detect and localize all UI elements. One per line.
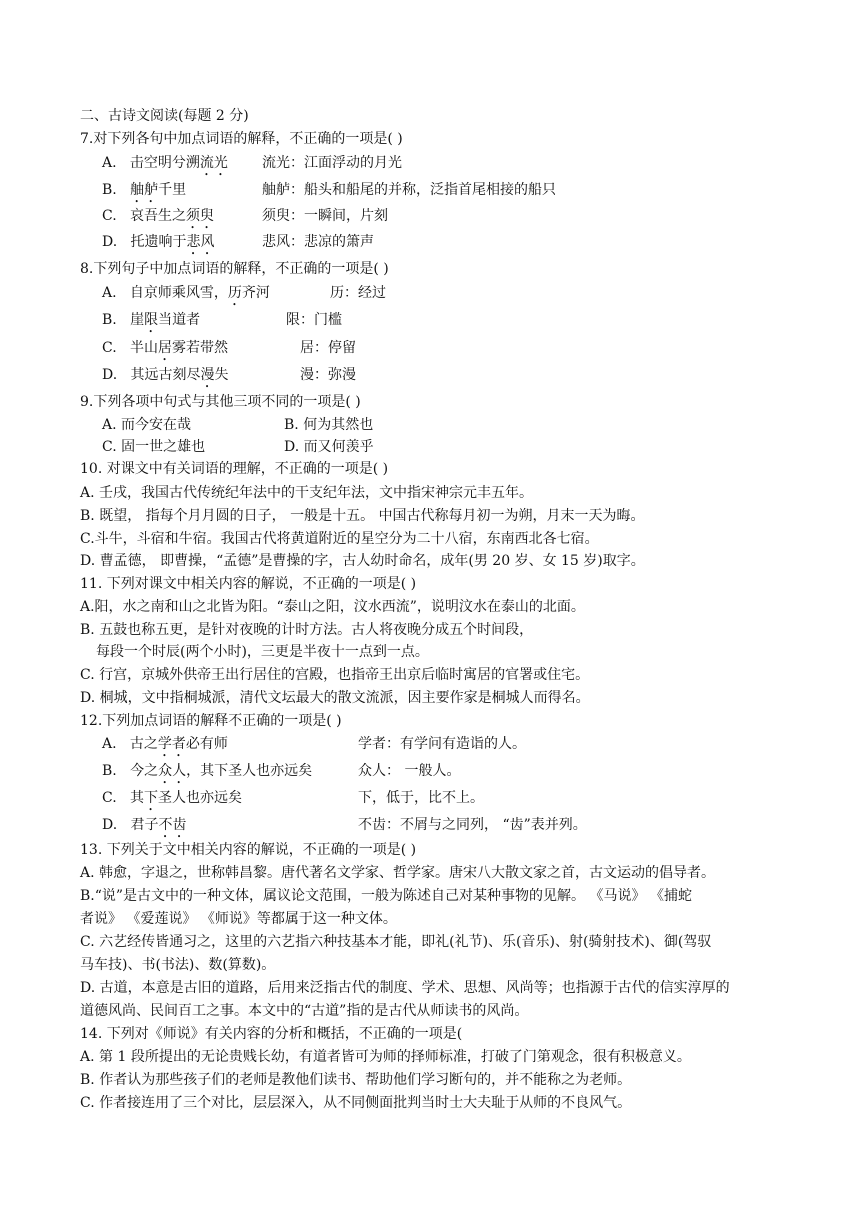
dotted-word: 众人	[158, 763, 187, 779]
q7-stem: 7.对下列各句中加点词语的解释，不正确的一项是( )	[80, 131, 403, 147]
q14-option-a: A. 第 1 段所提出的无论贵贱长幼，有道者皆可为师的择师标准，打破了门第观念，很有积极意义。	[80, 1049, 691, 1065]
dotted-word: 下	[144, 790, 159, 806]
q13-option-d-line2: 道德风尚、民间百工之事。本文中的“古道”指的是古代从师读书的风尚。	[80, 1003, 529, 1019]
option-label: B.	[102, 763, 117, 779]
option-text-post: 千里	[158, 182, 187, 198]
q14-option-c: C. 作者接连用了三个对比，层层深入，从不同侧面批判当时士大夫耻于从师的不良风气。	[80, 1095, 632, 1111]
option-label: A.	[102, 285, 117, 301]
q7-gloss-b: 舳舻：船头和船尾的并称，泛指首尾相接的船只	[262, 182, 556, 198]
q11-option-c: C. 行宫，京城外供帝王出行居住的宫殿，也指帝王出京后临时寓居的官署或住宅。	[80, 667, 590, 683]
q11-stem: 11. 下列对课文中相关内容的解说，不正确的一项是( )	[80, 576, 417, 592]
option-text-pre: 其	[130, 790, 145, 806]
q12-option-d	[102, 815, 187, 841]
q7-option-c	[102, 206, 214, 232]
q13-stem: 13. 下列关于文中相关内容的解说，不正确的一项是( )	[80, 842, 417, 858]
dotted-word: 不齿	[158, 817, 187, 833]
option-text-post: 雾若带然	[172, 340, 229, 356]
option-text-post: 齐河	[241, 285, 270, 301]
q12-option-a	[102, 734, 228, 760]
option-label: B.	[102, 312, 117, 328]
option-text-pre: 崖	[130, 312, 145, 328]
q9-option-a: A. 而今安在哉	[102, 417, 192, 433]
q7-option-b	[102, 180, 186, 206]
option-text-pre: 君子	[130, 817, 159, 833]
q14-stem: 14. 下列对《师说》有关内容的分析和概括，不正确的一项是(	[80, 1026, 463, 1042]
q11-option-a: A.阳，水之南和山之北皆为阳。“泰山之阳，汶水西流”，说明汶水在泰山的北面。	[80, 599, 585, 615]
option-text-pre: 击空明兮溯	[129, 155, 200, 171]
q10-option-b: B. 既望， 指每个月月圆的日子， 一般是十五。 中国古代称每月初一为朔，月末一天为晦。	[80, 508, 645, 524]
option-text-post: ，其下圣人也亦远矣	[186, 763, 313, 779]
q10-option-c: C.斗牛，斗宿和牛宿。我国古代将黄道附近的星空分为二十八宿，东南西北各七宿。	[80, 531, 599, 547]
dotted-word: 须臾	[186, 208, 215, 224]
q7-option-d	[102, 232, 215, 258]
q13-option-a: A. 韩愈，字退之，世称韩昌黎。唐代著名文学家、哲学家。唐宋八大散文家之首，古文运动的倡导者。	[80, 865, 716, 881]
q8-stem: 8.下列句子中加点词语的解释，不正确的一项是( )	[80, 261, 389, 277]
option-text-pre: 古之	[129, 736, 158, 752]
q8-gloss-b: 限：门槛	[286, 312, 342, 328]
q8-option-c	[102, 338, 228, 364]
q9-stem: 9.下列各项中句式与其他三项不同的一项是( )	[80, 394, 361, 410]
dotted-word: 悲风	[186, 234, 215, 250]
q7-option-a	[102, 153, 228, 179]
q12-gloss-c: 下，低于，比不上。	[358, 790, 484, 806]
q12-option-c	[102, 788, 242, 814]
option-label: C.	[102, 340, 117, 356]
option-text-post: 失	[214, 367, 229, 383]
q13-option-b-line1: B.“说”是古文中的一种文体，属议论文范围，一般为陈述自己对某种事物的见解。 《马说》 《捕蛇	[80, 888, 692, 904]
q9-option-b: B. 何为其然也	[284, 417, 374, 433]
q13-option-d-line1: D. 古道，本意是古旧的道路，后用来泛指古代的制度、学术、思想、风尚等；也指源于古代的信实淳厚的	[80, 980, 730, 996]
dotted-word: 流光	[199, 155, 228, 171]
dotted-word: 舳舻	[130, 182, 159, 198]
q10-stem: 10. 对课文中有关词语的理解，不正确的一项是( )	[80, 461, 389, 477]
q12-gloss-b: 众人： 一般人。	[358, 763, 461, 779]
q7-gloss-a: 流光：江面浮动的月光	[262, 155, 402, 171]
q8-gloss-d: 漫：弥漫	[300, 367, 356, 383]
q8-option-b	[102, 310, 200, 336]
dotted-word: 历	[227, 285, 242, 301]
option-text-pre: 半山	[130, 340, 159, 356]
option-text-pre: 其远古刻尽	[130, 367, 201, 383]
q10-option-a: A. 壬戌，我国古代传统纪年法中的干支纪年法，文中指宋神宗元丰五年。	[80, 485, 534, 501]
option-text-post: 当道者	[158, 312, 201, 328]
option-text-pre: 今之	[130, 763, 159, 779]
section-title: 二、古诗文阅读(每题 2 分)	[80, 108, 249, 124]
option-text-post: 圣人也亦远矣	[158, 790, 243, 806]
q13-option-b-line2: 者说》 《爱莲说》 《师说》等都属于这一种文体。	[80, 911, 397, 927]
q8-option-a	[102, 283, 270, 309]
q7-gloss-c: 须臾：一瞬间，片刻	[262, 208, 388, 224]
q11-option-b-line2: 每段一个时辰(两个小时)，三更是半夜十一点到一点。	[96, 644, 429, 660]
q12-gloss-a: 学者：有学问有造诣的人。	[358, 736, 526, 752]
q8-gloss-c: 居：停留	[300, 340, 356, 356]
q11-option-b-line1: B. 五鼓也称五更，是针对夜晚的计时方法。古人将夜晚分成五个时间段，	[80, 622, 534, 638]
q9-option-c: C. 固一世之雄也	[102, 439, 206, 455]
q13-option-c-line1: C. 六艺经传皆通习之，这里的六艺指六种技基本才能，即礼(礼节)、乐(音乐)、射(骑射技术)、御(驾驭	[80, 934, 712, 950]
option-label: A.	[102, 736, 117, 752]
option-label: D.	[102, 234, 118, 250]
option-label: D.	[102, 367, 118, 383]
dotted-word: 居	[158, 340, 173, 356]
q9-option-d: D. 而又何羡乎	[284, 439, 374, 455]
q12-stem: 12.下列加点词语的解释不正确的一项是( )	[80, 713, 342, 729]
option-label: C.	[102, 790, 117, 806]
option-label: A.	[102, 155, 117, 171]
q10-option-d: D. 曹孟德， 即曹操，“孟德”是曹操的字，古人幼时命名，成年(男 20 岁、女 15 岁)取字。	[80, 553, 645, 569]
option-label: D.	[102, 817, 118, 833]
option-label: C.	[102, 208, 117, 224]
dotted-word: 学者	[157, 736, 186, 752]
dotted-word: 限	[144, 312, 159, 328]
q14-option-b: B. 作者认为那些孩子们的老师是教他们读书、帮助他们学习断句的，并不能称之为老师。	[80, 1072, 632, 1088]
q12-gloss-d: 不齿：不屑与之同列， “齿”表并列。	[358, 817, 587, 833]
q11-option-d: D. 桐城，文中指桐城派，清代文坛最大的散文流派，因主要作家是桐城人而得名。	[80, 690, 590, 706]
option-text-post: 必有师	[185, 736, 228, 752]
dotted-word: 漫	[200, 367, 215, 383]
option-label: B.	[102, 182, 117, 198]
q8-option-d	[102, 365, 229, 391]
option-text-pre: 自京师乘风雪，	[129, 285, 228, 301]
option-text-pre: 托遗响于	[130, 234, 187, 250]
q7-gloss-d: 悲风：悲凉的箫声	[262, 234, 374, 250]
q8-gloss-a: 历：经过	[330, 285, 386, 301]
q12-option-b	[102, 761, 312, 787]
option-text-pre: 哀吾生之	[130, 208, 187, 224]
q13-option-c-line2: 马车技)、书(书法)、数(算数)。	[80, 957, 276, 973]
